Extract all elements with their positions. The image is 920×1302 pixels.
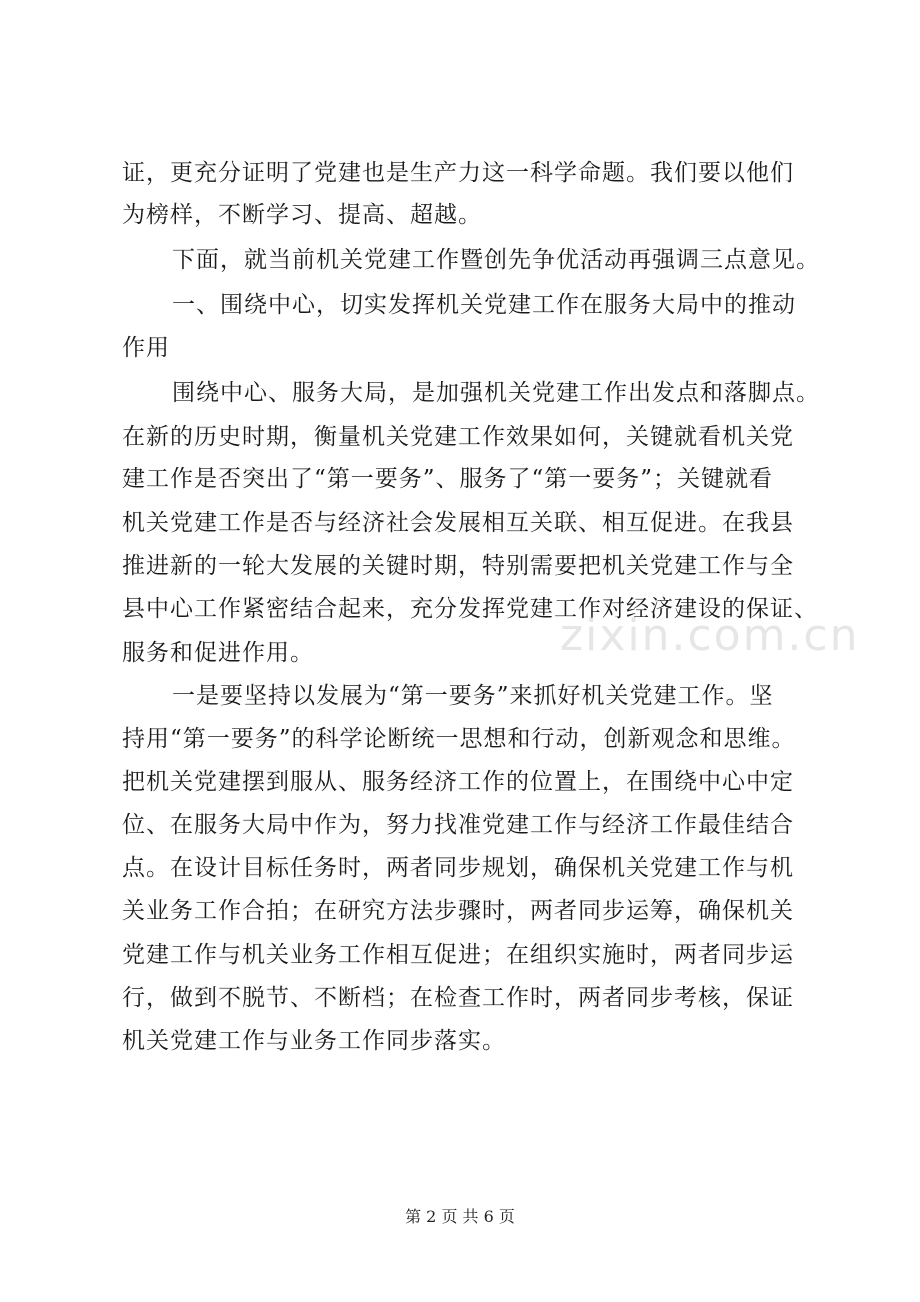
paragraph-line: 下面，就当前机关党建工作暨创先争优活动再强调三点意见。 (172, 247, 820, 273)
paragraph-line: 作用 (122, 335, 170, 361)
paragraph-line: 一、围绕中心，切实发挥机关党建工作在服务大局中的推动 (172, 292, 796, 318)
paragraph-line: 党建工作与机关业务工作相互促进；在组织实施时，两者同步运 (122, 942, 794, 968)
page-footer: 第 2 页 共 6 页 (405, 1207, 515, 1226)
paragraph-line: 持用“第一要务”的科学论断统一思想和行动，创新观念和思维。 (122, 726, 796, 752)
paragraph-line: 为榜样，不断学习、提高、超越。 (122, 202, 482, 228)
paragraph-line: 县中心工作紧密结合起来，充分发挥党建工作对经济建设的保证、 (122, 596, 818, 622)
paragraph-line: 一是要坚持以发展为“第一要务”来抓好机关党建工作。坚 (172, 683, 774, 709)
paragraph-line: 把机关党建摆到服从、服务经济工作的位置上，在围绕中心中定 (122, 769, 794, 795)
paragraph-line: 推进新的一轮大发展的关键时期，特别需要把机关党建工作与全 (122, 553, 794, 579)
paragraph-line: 证，更充分证明了党建也是生产力这一科学命题。我们要以他们 (122, 160, 794, 186)
paragraph-line: 在新的历史时期，衡量机关党建工作效果如何，关键就看机关党 (122, 424, 794, 450)
paragraph-line: 机关党建工作是否与经济社会发展相互关联、相互促进。在我县 (122, 510, 794, 536)
paragraph-line: 服务和促进作用。 (122, 640, 314, 666)
paragraph-line: 围绕中心、服务大局，是加强机关党建工作出发点和落脚点。 (172, 380, 820, 406)
watermark: zixin.com.cn (560, 610, 860, 661)
paragraph-line: 点。在设计目标任务时，两者同步规划，确保机关党建工作与机 (122, 855, 794, 881)
paragraph-line: 关业务工作合拍；在研究方法步骤时，两者同步运筹，确保机关 (122, 898, 794, 924)
paragraph-line: 机关党建工作与业务工作同步落实。 (122, 1028, 506, 1054)
paragraph-line: 建工作是否突出了“第一要务”、服务了“第一要务”；关键就看 (122, 466, 774, 492)
paragraph-line: 行，做到不脱节、不断档；在检查工作时，两者同步考核，保证 (122, 985, 794, 1011)
paragraph-line: 位、在服务大局中作为，努力找准党建工作与经济工作最佳结合 (122, 812, 794, 838)
